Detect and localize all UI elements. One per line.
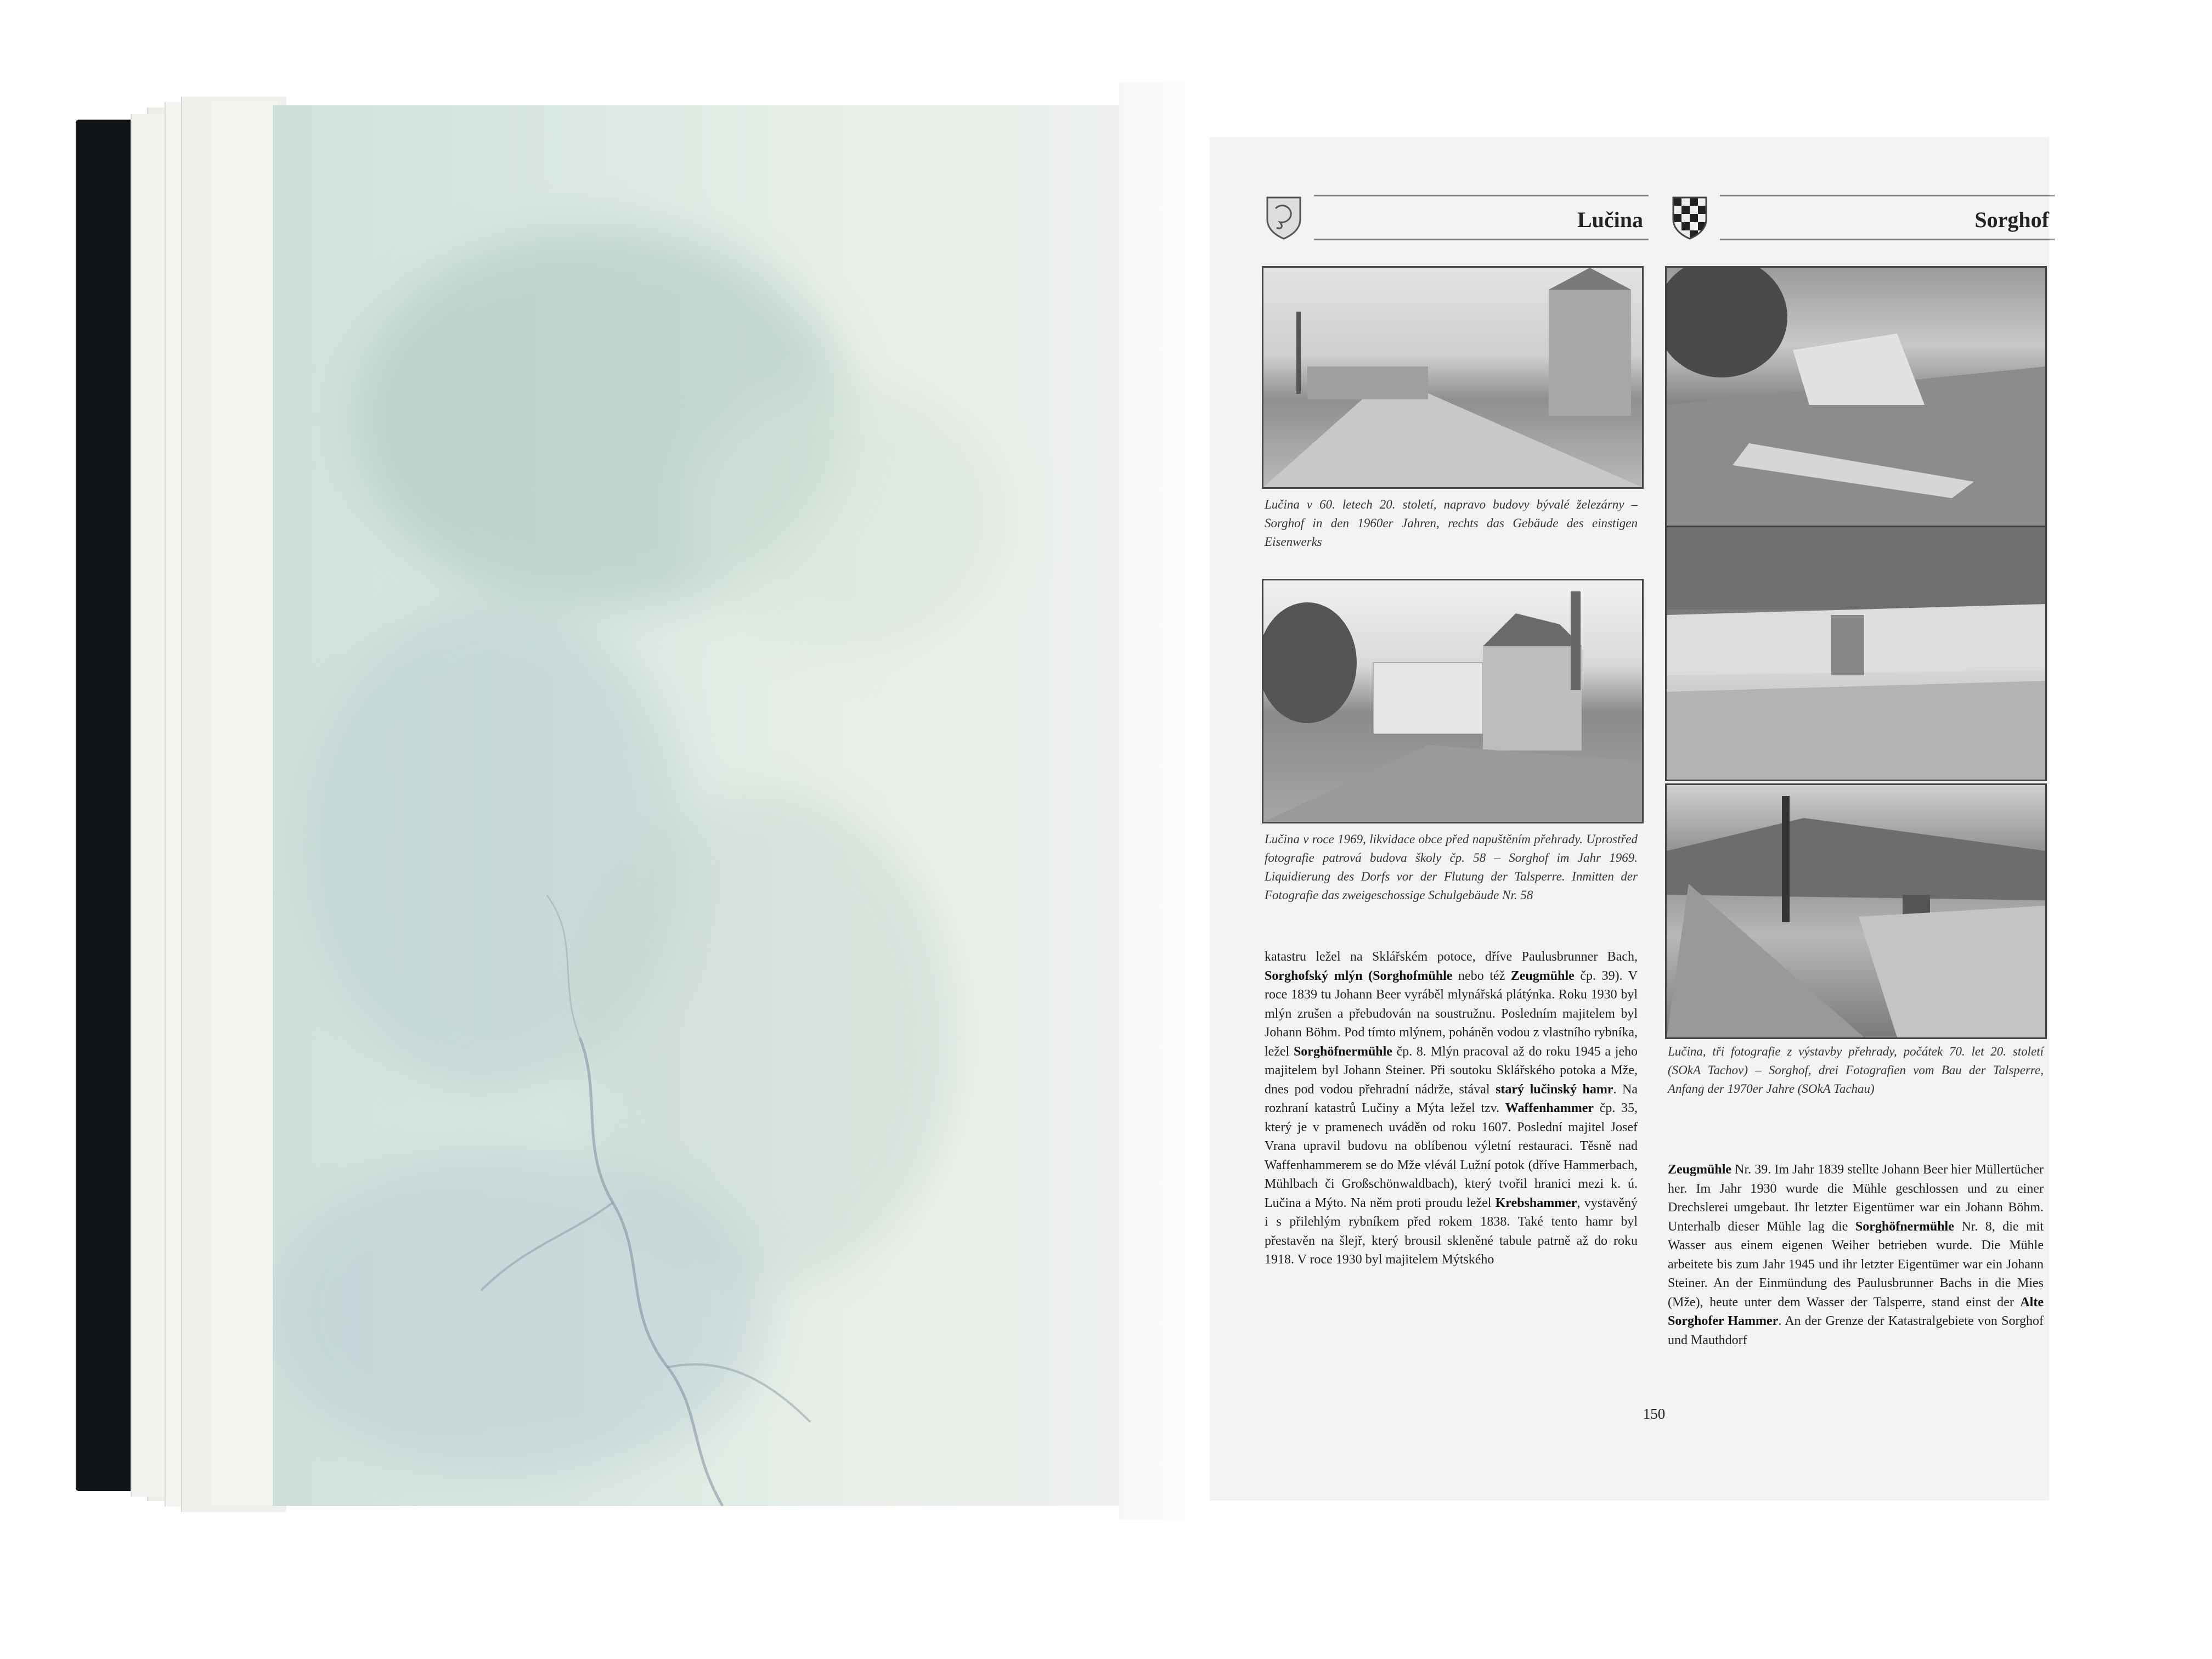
coat-of-arms-icon	[1265, 195, 1303, 240]
body-text-german: Zeugmühle Nr. 39. Im Jahr 1839 stellte Johann Beer hier Müllertücher her. Im Jahr 1930 wurde die Mühle geschlossen und zu einer Drechslerei umgebaut. Ihr letzter Eigentümer war ein Johann Böhm. Unterhalb dieser Mühle lag die Sorghöfnermühle Nr. 8, die mit Wasser aus einem eigenen Weiher betrieben wurde. Die Mühle arbeitete bis zum Jahr 1945 und ihr letzter Eigentümer war ein Johann Steiner. An der Einmündung des Paulusbrunner Bachs in die Mies (Mže), heute unter dem Wasser der Talsperre, stand einst der Alte Sorghofer Hammer. An der Grenze der Katastralgebiete von Sorghof und Mauthdorf	[1668, 1163, 2044, 1347]
page-stack-edge	[211, 101, 277, 1505]
header-title-lucina: Lučina	[1577, 207, 1643, 232]
header-sorghof	[1671, 195, 2055, 250]
checkered-coat-of-arms-icon	[1671, 195, 1709, 240]
photo-lucina-1960s	[1262, 266, 1644, 489]
header-title-sorghof: Sorghof	[1974, 207, 2049, 232]
photo-dam-construction-2	[1665, 526, 2047, 781]
river-lines-illustration	[273, 105, 1125, 1506]
photo-lucina-1969	[1262, 579, 1644, 823]
left-page-map-illustration	[273, 105, 1125, 1506]
page-number: 150	[1643, 1406, 1666, 1422]
body-text-czech: katastru ležel na Sklářském potoce, dříve Paulusbrunner Bach, Sorghofský mlýn (Sorghofmühle nebo též Zeugmühle čp. 39). V roce 1839 tu Johann Beer vyráběl mlynářská plátýnka. Roku 1930 byl mlýn zrušen a přebudován na soustružnu. Posledním majitelem byl Johann Böhm. Pod tímto mlýnem, poháněn vodou z vlastního rybníka, ležel Sorghöfnermühle čp. 8. Mlýn pracoval až do roku 1945 a jeho majitelem byl Johann Steiner. Při soutoku Sklářského potoka a Mže, dnes pod vodou přehradní nádrže, stával starý lučinský hamr. Na rozhraní katastrů Lučiny a Mýta ležel tzv. Waffenhammer čp. 35, který je v pramenech uváděn od roku 1607. Poslední majitel Josef Vrana upravil budovu na oblíbenou výletní restauraci. Těsně nad Waffenhammerem se do Mže vlévál Lužní potok (dříve Hammerbach, Mühlbach či Großschönwaldbach), který tvořil hranici mezi k. ú. Lučina a Mýto. Na něm proti proudu ležel Krebshammer, vystavěný i s přilehlým rybníkem před rokem 1838. Také tento hamr byl přestavěn na šlejř, který brousil skleněné tabule patrně až do roku 1918. V roce 1930 byl majitelem Mýtského	[1265, 950, 1638, 1267]
caption-photo-2: Lučina v roce 1969, likvidace obce před napuštěním přehrady. Uprostřed fotografie patrová budova školy čp. 58 – Sorghof im Jahr 1969. Liquidierung des Dorfs vor der Flutung der Talsperre. Inmitten der Fotografie das zweigeschossige Schulgebäude Nr. 58	[1265, 832, 1638, 902]
header-lucina	[1265, 195, 1649, 250]
photo-dam-construction-3	[1665, 783, 2047, 1039]
caption-photos-3-5: Lučina, tři fotografie z výstavby přehrady, počátek 70. let 20. století (SOkA Tachov) – Sorghof, drei Fotografien vom Bau der Talsperre, Anfang der 1970er Jahre (SOkA Tachau)	[1668, 1045, 2044, 1096]
photo-dam-construction-1	[1665, 266, 2047, 527]
caption-photo-1: Lučina v 60. letech 20. století, napravo budovy bývalé železárny – Sorghof in den 1960er Jahren, rechts das Gebäude des einstigen Eisenwerks	[1265, 498, 1638, 549]
book-gutter	[1119, 82, 1212, 1520]
